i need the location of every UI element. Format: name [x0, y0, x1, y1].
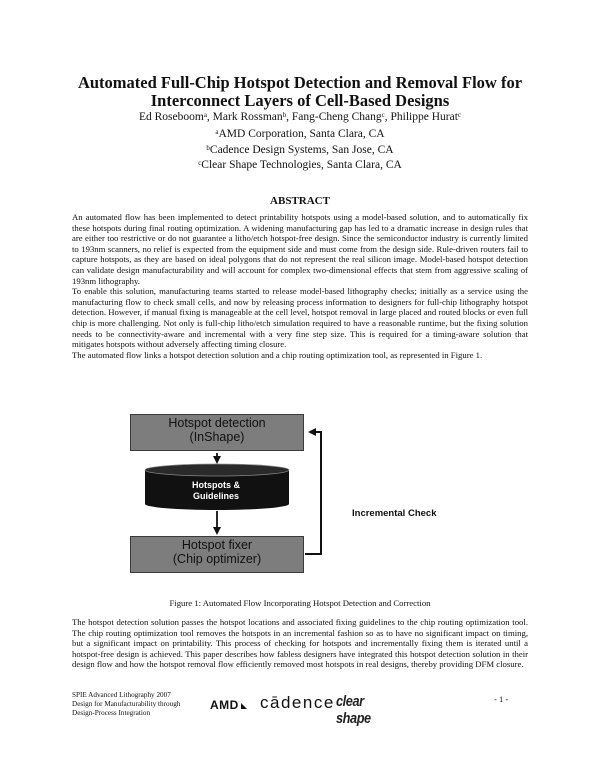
amd-logo: AMD — [210, 698, 247, 712]
title-line-2: Interconnect Layers of Cell-Based Designs — [150, 91, 450, 110]
affiliation-list — [100, 127, 500, 174]
abstract-heading: ABSTRACT — [270, 195, 330, 207]
abstract-paragraph: To enable this solution, manufacturing teams started to release model-based lithography checks; initially as a service using the manufacturing flow to check small cells, and now by releasing process information to designers for full-chip lithography hotspot detection. However, if manual fixing is manageable at the cell level, hotspot removal in large placed and routed blocks or even full chip is more challenging. Not only is full-chip litho/etch simulation required to have a reasonable runtime, but the fixing solution needs to be connectivity-aware and incremental with a very fine step size. This is required for a timing-aware solution that mitigates hotspots without adversely affecting timing closure. — [72, 286, 528, 350]
amd-arrow-icon — [241, 703, 247, 709]
abstract-paragraph: The automated flow links a hotspot detection solution and a chip routing optimization tool, as represented in Figure 1. — [72, 349, 483, 360]
footer-logos — [210, 693, 400, 727]
clear-shape-logo: clear shape — [336, 693, 371, 727]
flow-diagram — [130, 408, 460, 588]
footer-conference: SPIE Advanced Lithography 2007 Design for Manufacturability through Design-Process Integration — [72, 691, 181, 718]
author: Philippe Hurat$^c$ — [390, 111, 462, 123]
post-figure-body — [72, 617, 528, 670]
title-line-1: Automated Full-Chip Hotspot Detection and Removal Flow for — [77, 73, 523, 92]
figure-caption: Figure 1: Automated Flow Incorporating Hotspot Detection and Correction — [169, 598, 431, 608]
author-list — [40, 110, 560, 124]
paper-title — [60, 74, 540, 110]
author: Ed Roseboom$^a$, — [138, 111, 213, 123]
hotspot-detection-box: Hotspot detection (InShape) — [130, 414, 304, 451]
affiliation: $^a$AMD Corporation, Santa Clara, CA — [215, 128, 385, 140]
feedback-loop-line — [305, 432, 321, 554]
body-paragraph: The hotspot detection solution passes the hotspot locations and associated fixing guidelines to the chip routing optimization tool. The chip routing optimization tool removes the hotspots in an incremental fashion so as to have no significant impact on timing, but a significant impact on printability. This process of checking for hotspots and incrementally fixing them is iterated until a hotspot-free design is achieved. This paper describes how fabless designers have integrated this hotspot detection solution in their design flow and how the hotspot removal flow efficiently removed most hotspots in real designs, thereby providing DFM closure. — [72, 617, 528, 670]
abstract-paragraph: An automated flow has been implemented to detect printability hotspots using a model-based solution, and to automatically fix these hotspots during final routing optimization. A widening manufacturing gap has led to a dramatic increase in design rules that are either too restrictive or do not guarantee a litho/etch hotspot-free design. Since the semiconductor industry is currently limited to 193nm scanners, no relief is expected from the equipment side and must come from the design side. Rule-driven routers fail to capture hotspots, as they are based on ideal polygons that do not represent the real silicon image. Model-based hotspot detection can validate design manufacturability and will account for complex two-dimensional effects that stem from aggressive scaling of 193nm lithography. — [72, 212, 528, 286]
cadence-logo: cādence — [260, 693, 335, 712]
abstract-body — [72, 212, 528, 360]
incremental-check-label: Incremental Check — [352, 508, 437, 519]
hotspot-fixer-box: Hotspot fixer (Chip optimizer) — [130, 536, 304, 573]
page-number: - 1 - — [494, 694, 509, 704]
affiliation: $^b$Cadence Design Systems, San Jose, CA — [206, 143, 394, 156]
affiliation: $^c$Clear Shape Technologies, Santa Clara, CA — [198, 159, 402, 171]
author: Mark Rossman$^b$, — [212, 111, 292, 123]
database-label: Hotspots & Guidelines — [192, 480, 240, 501]
author: Fang-Cheng Chang$^c$, — [291, 111, 391, 123]
